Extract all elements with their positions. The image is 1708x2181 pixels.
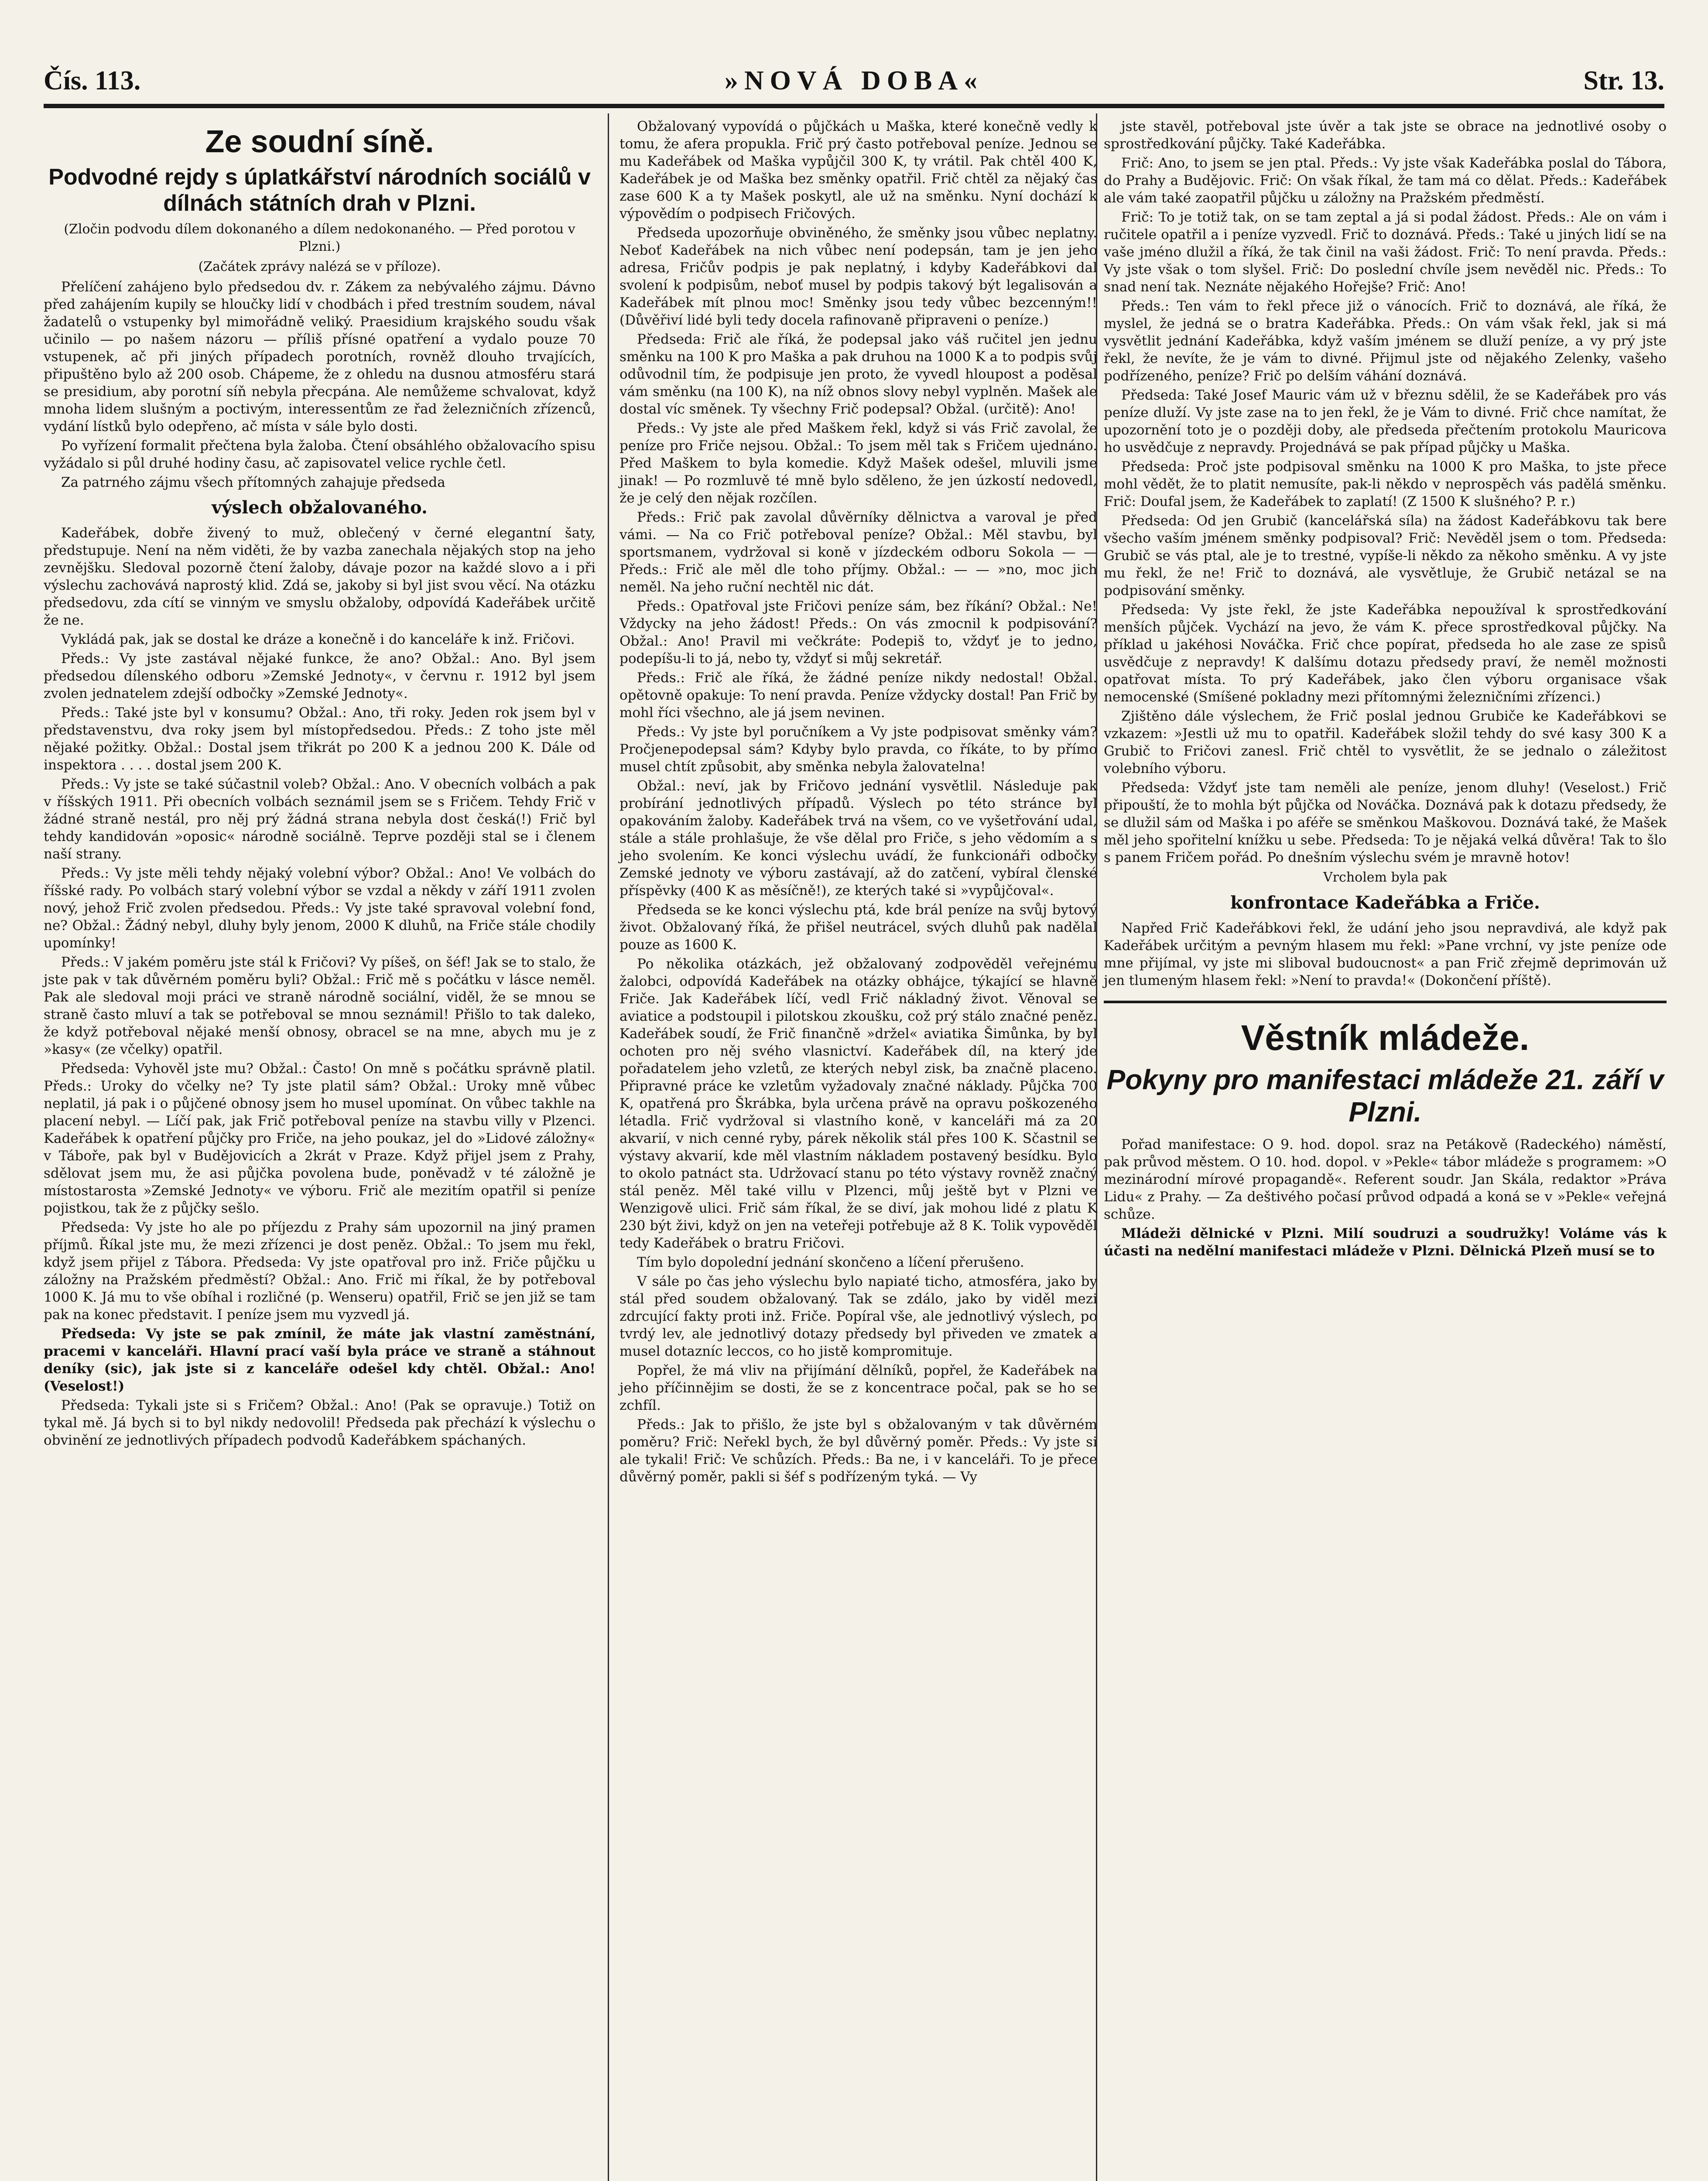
paragraph: Zjištěno dále výslechem, že Frič poslal jednou Grubiče ke Kadeřábkovi se vzkazem: »Jestli už mu to opatřil. Kadeřábek složil tehdy do své kasy 300 K a Grubič to Fričovi zanesl. Frič chtěl to vysvětlit, že se jednalo o záležitost volebního výboru.: [1104, 708, 1667, 776]
paragraph: Předs.: Vy jste se také súčastnil voleb? Obžal.: Ano. V obecních volbách a pak v říšských 1911. Při obecních volbách seznámil jsem se s Fričem. Tehdy Frič v žádné straně nestál, pro něj prý žádná strana nebyla dost česká(!) Frič byl tehdy kandidován »oposic« národně sociálně. Teprve později stal se i členem naší strany.: [44, 776, 596, 862]
paragraph: Předs.: Vy jste ale před Maškem řekl, když si vás Frič zavolal, že peníze pro Friče nejsou. Obžal.: To jsem měl tak s Fričem ujednáno. Před Maškem to byla komedie. Když Mašek odešel, mluvili jsme jinak! — Po rozmluvě té mně bylo sděleno, že jen úzkostí nedovedl, že je celý den nějak rozčílen.: [620, 420, 1097, 506]
paragraph: Předs.: Vy jste měli tehdy nějaký volební výbor? Obžal.: Ano! Ve volbách do říšské rady. Po volbách starý volební výbor se vzdal a někdy v září 1911 zvolen nový, jehož Frič zvolen předsedou. Předs.: Vy jste také spravoval volební fond, ne? Obžal.: Žádný nebyl, dluhy byly jenom, 2000 K dluhů, na Friče stále chodily upomínky!: [44, 865, 596, 951]
paragraph: Popřel, že má vliv na přijímání dělníků, popřel, že Kadeřábek na jeho příčinnějim se dosti, že se z koncentrace počal, pak se ho se zchfíl.: [620, 1363, 1097, 1413]
paragraph: Předseda: Vždyť jste tam neměli ale peníze, jenom dluhy! (Veselost.) Frič připouští, že to mohla být půjčka od Nováčka. Doznává pak k dotazu předsedy, že se dlužil sám od Maška i po aféře se směnkou Maškovou. Doznává také, že Mašek měl jeho spořitelní knížku u sebe. Předseda: To je nějaká velká důvěra! Tak to šlo s panem Fričem pořád. Po dnešním výslechu svém je mravně hotov!: [1104, 780, 1667, 865]
paragraph: Po vyřízení formalit přečtena byla žaloba. Čtení obsáhlého obžalovacího spisu vyžádalo si půl druhé hodiny času, ač zapisovatel velice rychle četl.: [44, 438, 596, 471]
paragraph: Po několika otázkách, jež obžalovaný zodpověděl veřejnému žalobci, odpovídá Kadeřábek na otázky obhájce, týkající se hlavně Friče. Jak Kadeřábek líčí, vedl Frič nákladný život. Věnoval se aviatice a podstoupil i pilotskou zkoušku, což prý stálo značné peněz. Kadeřábek soudí, že Frič finančně »držel« aviatika Šimůnka, by byl ochoten pro něj svého vlasnictví. Kadeřábek díl, na který jde pořadatelem jeho vzletů, ze kterých nebyl zisk, ba značně placeno. Připravné práce ke vzletům vyžadovaly značné náklady. Půjčka 700 K, opatřená pro Škrábka, byla určena právě na opravu poškozeného létadla. Frič vydržoval si vlastního koně, v kanceláři má za 20 akvarií, v nich cenné ryby, párek několik stál přes 100 K. Sčastnil se výstavy akvarií, kde měl vlastním nákladem postavený besídku. Bylo to okolo patnáct sta. Udržovací stanu po této výstavy rovněž značný stál peněz. Měl také villu v Plzenci, můj ještě byt v Plzni ve Wenzigově ulici. Frič sám říkal, že se diví, jak mohou lidé z platu K 230 být živi, když on jen na veteřeji potřebuje až 8 K. Tolik vypověděl tedy Kadeřábek o bratru Fričovi.: [620, 956, 1097, 1251]
paragraph: Napřed Frič Kadeřábkovi řekl, že udání jeho jsou nepravdivá, ale když pak Kadeřábek určitým a pevným hlasem mu řekl: »Pane vrchní, vy jste peníze ode mne přijímal, vy jste mi sliboval budoucnost« a pan Frič zřejmě deprimován už jen tlumeným hlasem řekl: »Není to pravda!« (Dokončení příště).: [1104, 920, 1667, 988]
paragraph: Předseda: Od jen Grubič (kancelářská síla) na žádost Kadeřábkovu tak bere všecho vaším jménem směnky podpisoval? Frič: Nevěděl jsem o tom. Předseda: Grubič se vás ptal, ale je to trestné, vypíše-li někdo za někoho směnku. A vy jste mu řekl, že ne! Frič to doznává, ale vysvětluje, že Grubič netázal se na podpisování směnky.: [1104, 513, 1667, 598]
paragraph: Kadeřábek, dobře živený to muž, oblečený v černé elegantní šaty, předstupuje. Není na něm viděti, že by vazba zanechala nějakých stop na jeho zevnějšku. Sledoval pozorně čtení žaloby, dávaje pozor na každé slovo a i při výslechu zachovává naprostý klid. Zdá se, jakoby si byl jist svou věcí. Na otázku předsedovu, zda cítí se vinným ve smyslu obžaloby, odpovídá Kadeřábek určitě že ne.: [44, 525, 596, 628]
paragraph: V sále po čas jeho výslechu bylo napiaté ticho, atmosféra, jako by stál před soudem obžalovaný. Tak se zdálo, jako by viděl mezi zdrcující fakty proti inž. Friče. Popíral vše, ale jednotlivý výslech, po tvrdý lev, ale jednotlivý dotazy předsedy byl přiveden ve zmatek a musel dotazníc leccos, co ho jistě kompromituje.: [620, 1274, 1097, 1359]
paragraph: Obžalovaný vypovídá o půjčkách u Maška, které konečně vedly k tomu, že afera propukla. Frič prý často potřeboval peníze. Jednou se mu Kadeřábek od Maška vypůjčil 300 K, ty vrátil. Pak chtěl 400 K, Kadeřábek je od Maška bez směnky opatřil. Frič chtěl za nějaký čas zase 600 K a ty Mašek poskytl, ale už na směnku. Nyní dochází k výpovědím o podpisech Fričových.: [620, 119, 1097, 222]
paragraph: Předs.: Ten vám to řekl přece již o vánocích. Frič to doznává, ale říká, že myslel, že jedná se o bratra Kadeřábka. Předs.: On vám však řekl, jak si má vysvětlit jednání Kadeřábka, když vaším jménem se dluží peníze, a vy prý jste řekl, že nevíte, že je vám to divné. Přijmul jste od nějakého Zelenky, vašeho podřízeného, peníze? Frič po delším váhání doznává.: [1104, 298, 1667, 384]
column-1: [44, 118, 596, 2181]
issue-number: Čís. 113.: [44, 66, 141, 96]
paragraph: Předseda upozorňuje obviněného, že směnky jsou vůbec neplatny. Neboť Kadeřábek na nich vůbec není podepsán, tam je jen jeho adresa, Fričův podpis je pak neplatný, i kdyby Kadeřábkovi dal svolení k podpisům, neboť musel by podpis takový být legalisován a Kadeřábek mít plnou moc! Směnky jsou tedy vůbec bezcenným!! (Důvěřiví lidé byli tedy docela rafinovaně připraveni o peníze.): [620, 225, 1097, 328]
paragraph: Předs.: Opatřoval jste Fričovi peníze sám, bez říkání? Obžal.: Ne! Vždycky na jeho žádost! Předs.: On vás zmocnil k podpisování? Obžal.: Ano! Pravil mi večkráte: Podepiš to, vždyť je to jedno, podepíšu-li to já, nebo ty, vždyť si můj sekretář.: [620, 598, 1097, 667]
paragraph: Předs.: Jak to přišlo, že jste byl s obžalovaným v tak důvěrném poměru? Frič: Neřekl bych, že byl důvěrný poměr. Předs.: Vy jste si ale tykali! Frič: Ve schůzích. Předs.: Ba ne, i v kanceláři. To je přece důvěrný poměr, pakli si šéf s podřízeným tyká. — Vy: [620, 1417, 1097, 1485]
paragraph: Pořad manifestace: O 9. hod. dopol. sraz na Petákově (Radeckého) náměstí, pak průvod městem. O 10. hod. dopol. v »Pekle« tábor mládeže s programem: »O mezinárodní mírové propagandě«. Referent soudr. Jan Skála, redaktor »Práva Lidu« z Prahy. — Za deštivého počasí průvod odpadá a koná se v »Pekle« veřejná schůze.: [1104, 1137, 1667, 1222]
paragraph: Za patrného zájmu všech přítomných zahajuje předseda: [61, 475, 445, 490]
newspaper-title: »NOVÁ DOBA«: [724, 66, 984, 96]
paragraph: Předs.: Vy jste zastával nějaké funkce, že ano? Obžal.: Ano. Byl jsem předsedou dílenského odboru »Zemské Jednoty«, v červnu r. 1912 byl jsem zvolen jednatelem zdejší odbočky »Zemské Jednoty«.: [44, 651, 596, 701]
paragraph: Přelíčení zahájeno bylo předsedou dv. r. Zákem za nebývalého zájmu. Dávno před zahájením kupily se hloučky lidí v chodbách i před trestním soudem, nával žadatelů o vstupenky byl mimořádně veliký. Praesidium krajského soudu však učinilo — po našem názoru — příliš přísné opatření a vydalo pouze 70 vstupenek, ač při jiných případech porotních, rovněž dlouho trvajících, připuštěno bylo až 200 osob. Chápeme, že z ohledu na dusnou atmosféru stará se presidium, aby porotní síň nebyla přecpána. Ale nemůžeme schvalovat, když mnoha lidem slušným a poctivým, interessentům ze řad železničních zřízenců, vydání lístků bylo odepřeno, ač místa v sále bylo dosti.: [44, 279, 596, 434]
paragraph: Předseda: Frič ale říká, že podepsal jako váš ručitel jen jednu směnku na 100 K pro Maška a pak druhou na 1000 K a to podpis svůj odůvodnil tím, že podpisuje jen proto, že vyvedl hloupost a poděsal vám směnku (na 100 K), na níž obnos slovy nebyl vyplněn. Mašek ale dostal víc směnek. Ty všechny Frič podepsal? Obžal. (určitě): Ano!: [620, 332, 1097, 417]
paragraph: Frič: Ano, to jsem se jen ptal. Předs.: Vy jste však Kadeřábka poslal do Tábora, do Prahy a Budějovic. Frič: On však říkal, že tam má co dělat. Předs.: Kadeřábek ale vám také zaopatřil půjčku u záložny na Pražském předměstí.: [1104, 155, 1667, 206]
section-heading: Věstník mládeže.: [1241, 1018, 1530, 1058]
paragraph: Předs.: V jakém poměru jste stál k Fričovi? Vy píšeš, on šéf! Jak se to stalo, že jste pak v tak důvěrném poměru byli? Obžal.: Frič mě s počátku v lásce neměl. Pak ale sledoval moji práci ve straně národně sociální, viděl, že se mnou se straně často mluví a tak se potřeboval se mnou seznámil! Přišlo to tak daleko, že když potřeboval nějaké menší obnosy, obracel se na mne, abych mu je z »kasy« (ze včelky) opatřil.: [44, 954, 596, 1057]
subheading: Vrcholem byla pak: [1323, 870, 1447, 885]
paragraph: Předseda: Tykali jste si s Fričem? Obžal.: Ano! (Pak se opravuje.) Totiž on tykal mě. Já bych si to byl nikdy nedovolil! Předseda pak přechází k výslechu o obvinění ze jednotlivých případech podvodů Kadeřábkem spáchaných.: [44, 1398, 596, 1448]
column-divider: [608, 113, 609, 2181]
paragraph: Předs.: Frič pak zavolal důvěrníky dělnictva a varoval je před vámi. — Na co Frič potřeboval peníze? Obžal.: Měl stavbu, byl sportsmanem, vydržoval si koně v jízdeckém odboru Sokola — — Předs.: Frič ale měl dle toho příjmy. Obžal.: — — »no, moc jich neměl. Na jeho ruční nechtěl nic dát.: [620, 509, 1097, 595]
paragraph: Mládeži dělnické v Plzni. Milí soudruzi a soudružky! Voláme vás k účasti na nedělní manifestaci mládeže v Plzni. Dělnická Plzeň musí se to: [1104, 1226, 1667, 1259]
column-3: [1104, 118, 1667, 2181]
paragraph: Předs.: Frič ale říká, že žádné peníze nikdy nedostal! Obžal. opětovně opakuje: To není pravda. Peníze vždycky dostal! Pan Frič by mohl říci všechno, ale já jsem nevinen.: [620, 670, 1097, 721]
paragraph: Tím bylo dopolední jednání skončeno a líčení přerušeno.: [637, 1255, 1024, 1270]
page-header: [44, 65, 1664, 105]
paragraph: jste stavěl, potřeboval jste úvěr a tak jste se obrace na jednotlivé osoby o sprostředkování půjčky. Také Kadeřábka.: [1104, 119, 1667, 152]
subheading: konfrontace Kadeřábka a Friče.: [1230, 892, 1540, 913]
article-note: (Začátek zprávy nalézá se v příloze).: [198, 259, 441, 274]
section-heading: Ze soudní síně.: [205, 124, 434, 159]
paragraph: Předseda: Proč jste podpisoval směnku na 1000 K pro Maška, to jste přece mohl vědět, že to platit nemusíte, pak-li někdo v neprospěch vás padělá směnku. Frič: Doufal jsem, že Kadeřábek to zaplatí! (Z 1500 K slušného? P. r.): [1104, 459, 1667, 509]
paragraph: Vykládá pak, jak se dostal ke dráze a konečně i do kanceláře k inž. Fričovi.: [61, 632, 575, 647]
section-rule: [1104, 1001, 1667, 1003]
paragraph: Předseda: Vyhověl jste mu? Obžal.: Často! On mně s počátku správně platil. Předs.: Uroky do včelky ne? Ty jste platil sám? Obžal.: Uroky mně vůbec neplatil, já pak i o půjčené obnosy jsem ho musel upomínat. On vůbec takhle na placení nebyl. — Líčí pak, jak Frič potřeboval peníze na stavbu villy v Plzenci. Kadeřábek k opatření půjčky pro Friče, na jeho poukaz, jel do »Lidové záložny« v Táboře, pak byl v Budějovicích a 2krát v Praze. Když přijel jsem z Prahy, sdělovat jsem mu, že asi půjčka povolena bude, poněvadž v té záložně je místostarosta »Zemské Jednoty« ve výboru. Frič ale mezitím opatřil si peníze pojistkou, tak že z půjčky sešlo.: [44, 1061, 596, 1216]
paragraph: Předseda: Vy jste se pak zmínil, že máte jak vlastní zaměstnání, pracemi v kanceláři. Hlavní prací vaší byla práce ve straně a stáhnout deníky (sic), jak jste si z kanceláře odešel kdy chtěl. Obžal.: Ano! (Veselost!): [44, 1326, 596, 1394]
paragraph: Frič: To je totiž tak, on se tam zeptal a já si podal žádost. Předs.: Ale on vám i ručitele opatřil a i peníze vyzvedl. Frič to doznává. Předs.: Také u jiných lidí se na vaše jméno dlužil a říká, že tak činil na vaši žádost. Frič: To není pravda. Předs.: Vy jste však o tom slyšel. Frič: Do poslední chvíle jsem nevěděl nic. Předs.: To snad není tak. Neznáte nějakého Hořejše? Frič: Ano!: [1104, 209, 1667, 295]
paragraph: Předs.: Vy jste byl poručníkem a Vy jste podpisovat směnky vám? Pročjenepodepsal sám? Kdyby bylo pravda, co říkáte, to by přímo musel chtít způsobit, aby směnka nebyla žalovatelna!: [620, 724, 1097, 775]
article-subtitle: (Zločin podvodu dílem dokonaného a dílem nedokonaného. — Před porotou v Plzni.): [64, 222, 575, 254]
paragraph: Předseda: Vy jste řekl, že jste Kadeřábka nepoužíval k sprostředkování menších půjček. Vychází na jevo, že vám K. přece sprostředkoval půjčky. Na příklad u jakéhosi Nováčka. Frič chce popírat, předseda ho ale zase ze spisů usvědčuje z nepravdy! K dalšímu dotazu předsedy praví, že neměl možnosti opatřovat místa. To prý Kadeřábek, jako člen výboru organisace však nemocenské (Smíšené pokladny mezi přítomnými železničními zřízenci.): [1104, 602, 1667, 705]
subheading: výslech obžalovaného.: [212, 497, 428, 518]
paragraph: Předs.: Také jste byl v konsumu? Obžal.: Ano, tři roky. Jeden rok jsem byl v představenstvu, dva roky jsem byl místopředsedou. Předs.: Z toho jste měl nějaké požitky. Obžal.: Dostal jsem třikrát po 200 K a jednou 200 K. Dále od inspektora . . . . dostal jsem 200 K.: [44, 705, 596, 773]
paragraph: Předseda: Vy jste ho ale po příjezdu z Prahy sám upozornil na jiný pramen příjmů. Říkal jste mu, že mezi zřízenci je dost peněz. Obžal.: To jsem mu řekl, když jsem přijel z Tábora. Předseda: Vy jste opatřoval pro inž. Friče půjčku u záložny na Pražském předměstí? Obžal.: Ano. Frič mi říkal, že by potřeboval 1000 K. Já mu to vše obíhal i rozličné (p. Wenseru) opatřil, Frič se jen již se tam pak na konec představit. I peníze jsem mu vyzvedl já.: [44, 1220, 596, 1323]
paragraph: Obžal.: neví, jak by Fričovo jednání vysvětlil. Následuje pak probírání jednotlivých případů. Výslech po této stránce byl opakováním žaloby. Kadeřábek trvá na všem, co ve vyšetřování udal, stále a stále prohlašuje, že vše dělal pro Friče, s jeho vědomím a s jeho svolením. Ke konci výslechu uvádí, že funkcionáři odbočky Zemské jednoty ve výboru zastávají, až do zatčení, vybíral členské příspěvky (400 K as měsíčně!), ze kterých také si »vypůjčoval«.: [620, 778, 1097, 899]
column-2: [620, 118, 1097, 2181]
paragraph: Předseda se ke konci výslechu ptá, kde brál peníze na svůj bytový život. Obžalovaný říká, že přišel neutrácel, svých dluhů pak nadělal pouze as 1600 K.: [620, 902, 1097, 953]
paragraph: Předseda: Také Josef Mauric vám už v březnu sdělil, že se Kadeřábek pro vás peníze dluží. Vy jste zase na to jen řekl, že je Vám to divné. Frič chce namítat, že upozornění toto je o později doby, ale předseda přečtením protokolu Mauricova ho usvědčuje z nepravdy. Projednává se pak případ půjčky u Maška.: [1104, 387, 1667, 455]
article-headline: Podvodné rejdy s úpIatkářství národních sociálů v dílnách státních drah v Plzni.: [48, 164, 591, 216]
header-rule: [44, 104, 1664, 108]
page-number: Str. 13.: [1583, 66, 1664, 96]
article-headline: Pokyny pro manifestaci mládeže 21. září v Plzni.: [1106, 1064, 1664, 1128]
